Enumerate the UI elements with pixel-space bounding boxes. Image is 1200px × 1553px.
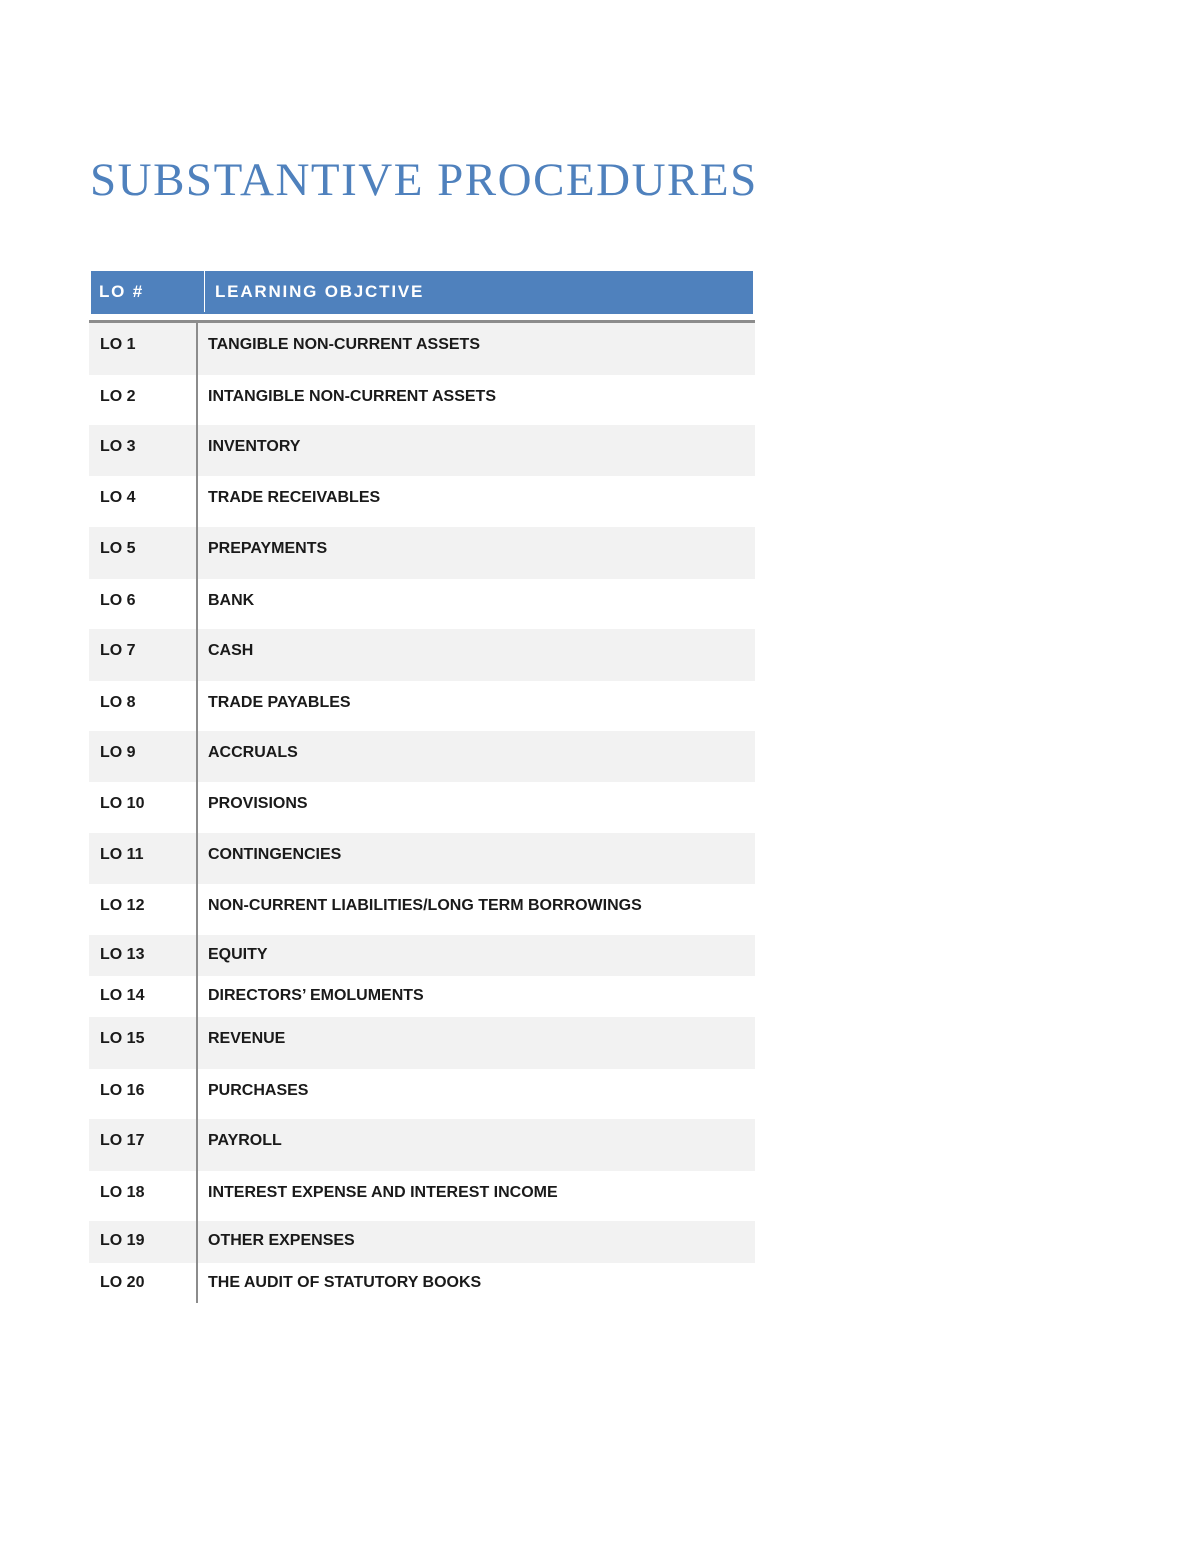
table-row — [89, 375, 755, 425]
page-title: SUBSTANTIVE PROCEDURES — [90, 154, 758, 206]
table-row — [89, 1017, 755, 1069]
table-row — [89, 476, 755, 527]
lo-number-cell: LO 2 — [89, 375, 198, 425]
table-row — [89, 1119, 755, 1171]
table-row — [89, 1171, 755, 1221]
lo-number-cell: LO 10 — [89, 782, 198, 833]
table-row — [89, 833, 755, 884]
learning-objective-cell: TRADE RECEIVABLES — [208, 489, 381, 506]
learning-objective-cell: INTEREST EXPENSE AND INTEREST INCOME — [208, 1184, 558, 1201]
table-row — [89, 425, 755, 476]
learning-objective-cell: ACCRUALS — [208, 744, 298, 761]
table-row — [89, 782, 755, 833]
learning-objective-cell: NON-CURRENT LIABILITIES/LONG TERM BORROWINGS — [208, 897, 642, 914]
learning-objective-cell: TANGIBLE NON-CURRENT ASSETS — [208, 336, 480, 353]
learning-objective-cell: CASH — [208, 642, 254, 659]
learning-objective-cell: INTANGIBLE NON-CURRENT ASSETS — [208, 388, 496, 405]
learning-objective-cell: DIRECTORS’ EMOLUMENTS — [208, 987, 424, 1004]
learning-objective-cell: PROVISIONS — [208, 795, 308, 812]
table-row — [89, 976, 755, 1017]
lo-number-cell: LO 18 — [89, 1171, 198, 1221]
learning-objective-cell: THE AUDIT OF STATUTORY BOOKS — [208, 1274, 482, 1291]
header-lo-number: LO # — [91, 271, 205, 312]
learning-objective-cell: CONTINGENCIES — [208, 846, 342, 863]
table-row — [89, 579, 755, 629]
table-row — [89, 527, 755, 579]
table-row — [89, 884, 755, 935]
learning-objective-cell: INVENTORY — [208, 438, 301, 455]
learning-objective-cell: OTHER EXPENSES — [208, 1232, 355, 1249]
lo-number-cell: LO 15 — [89, 1017, 198, 1069]
learning-objective-cell: EQUITY — [208, 946, 268, 963]
table-row — [89, 323, 755, 375]
lo-number-cell: LO 17 — [89, 1119, 198, 1171]
learning-objective-cell: REVENUE — [208, 1030, 286, 1047]
lo-number-cell: LO 13 — [89, 935, 198, 976]
table-row — [89, 681, 755, 731]
learning-objectives-table — [89, 271, 755, 1303]
lo-number-cell: LO 4 — [89, 476, 198, 527]
lo-number-cell: LO 5 — [89, 527, 198, 579]
table-row — [89, 731, 755, 782]
lo-number-cell: LO 3 — [89, 425, 198, 476]
table-body — [89, 323, 755, 1303]
lo-number-cell: LO 9 — [89, 731, 198, 782]
learning-objective-cell: PURCHASES — [208, 1082, 309, 1099]
lo-number-cell: LO 14 — [89, 976, 198, 1017]
learning-objective-cell: TRADE PAYABLES — [208, 694, 351, 711]
learning-objective-cell: PAYROLL — [208, 1132, 282, 1149]
lo-number-cell: LO 16 — [89, 1069, 198, 1119]
lo-number-cell: LO 8 — [89, 681, 198, 731]
lo-number-cell: LO 1 — [89, 323, 198, 375]
learning-objective-cell: BANK — [208, 592, 255, 609]
lo-number-cell: LO 12 — [89, 884, 198, 935]
table-row — [89, 1263, 755, 1303]
table-row — [89, 1221, 755, 1263]
lo-number-cell: LO 7 — [89, 629, 198, 681]
learning-objective-cell: PREPAYMENTS — [208, 540, 328, 557]
lo-number-cell: LO 6 — [89, 579, 198, 629]
table-header-row — [91, 271, 753, 314]
lo-number-cell: LO 19 — [89, 1221, 198, 1263]
table-row — [89, 1069, 755, 1119]
lo-number-cell: LO 11 — [89, 833, 198, 884]
table-row — [89, 629, 755, 681]
header-learning-objective: LEARNING OBJCTIVE — [215, 281, 425, 301]
table-row — [89, 935, 755, 976]
lo-number-cell: LO 20 — [89, 1263, 198, 1303]
